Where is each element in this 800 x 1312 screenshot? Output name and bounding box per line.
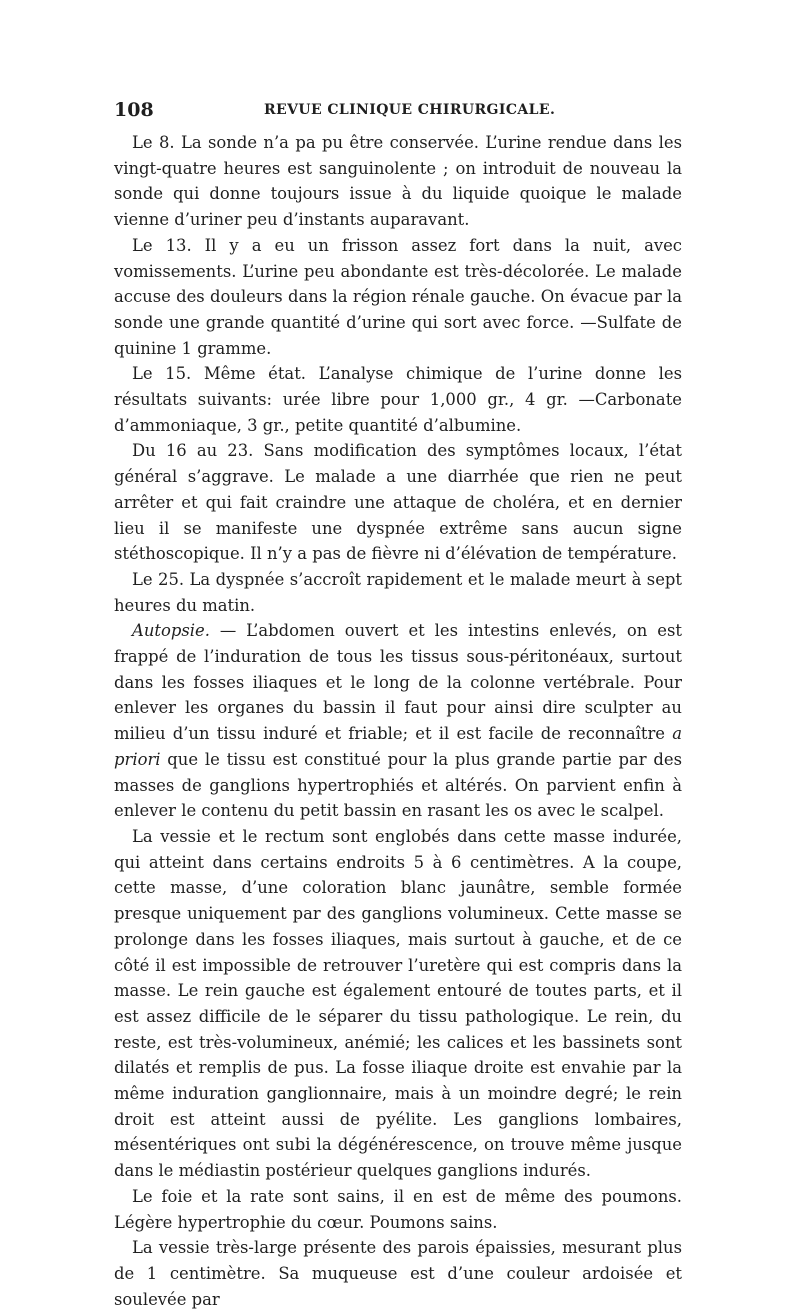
running-head: REVUE CLINIQUE CHIRURGICALE. [264,102,556,118]
page-header [114,99,684,121]
a-priori-italic: a priori [114,724,682,769]
paragraph-autopsy [114,618,682,824]
body-text [114,130,682,1312]
autopsy-label: Autopsie. [132,621,210,641]
paragraph-day-8: Le 8. La sonde n’a pa pu être conservée. L’urine rendue dans les vingt-quatre heures est sanguinolente ; on introduit de nouveau la sonde qui donne toujours issue à du liquide quoique le malade vienne d’uriner peu d’instants auparavant. [114,133,682,230]
autopsy-text-end: que le tissu est constitué pour la plus grande partie par des masses de ganglions hypertrophiés et altérés. On parvient enfin à enlever le contenu du petit bassin en rasant les os avec le scalpel. [114,749,682,821]
paragraph-day-16-23: Du 16 au 23. Sans modification des symptômes locaux, l’état général s’aggrave. Le malade a une diarrhée que rien ne peut arrêter et qui fait craindre une attaque de choléra, et en dernier lieu il se manifeste une dyspnée extrême sans aucun signe stéthoscopique. Il n’y a pas de fièvre ni d’élévation de température. [114,441,682,564]
paragraph-vessie-rectum: La vessie et le rectum sont englobés dans cette masse indurée, qui atteint dans certains endroits 5 à 6 centimètres. A la coupe, cette masse, d’une coloration blanc jaunâtre, semble formée presque uniquement par des ganglions volumineux. Cette masse se prolonge dans les fosses iliaques, mais surtout à gauche, et de ce côté il est impossible de retrouver l’uretère qui est compris dans la masse. Le rein gauche est également entouré de toutes parts, et il est assez difficile de le séparer du tissu pathologique. Le rein, du reste, est très-volumineux, anémié; les calices et les bassinets sont dilatés et remplis de pus. La fosse iliaque droite est envahie par la même induration ganglionnaire, mais à un moindre degré; le rein droit est atteint aussi de pyélite. Les ganglions lombaires, mésentériques ont subi la dégénérescence, on trouve même jusque dans le médiastin postérieur quelques ganglions indurés. [114,826,682,1181]
page-number: 108 [114,99,154,121]
paragraph-vessie-large: La vessie très-large présente des parois épaissies, mesurant plus de 1 centimètre. Sa muqueuse est d’une couleur ardoisée et soulevée par [114,1238,682,1309]
autopsy-text: — L’abdomen ouvert et les intestins enlevés, on est frappé de l’induration de tous les tissus sous-péritonéaux, surtout dans les fosses iliaques et le long de la colonne vertébrale. Pour enlever les organes du bassin il faut pour ainsi dire sculpter au milieu d’un tissu induré et friable; et il est facile de reconnaître [114,621,682,744]
paragraph-day-13: Le 13. Il y a eu un frisson assez fort dans la nuit, avec vomissements. L’urine peu abondante est très-décolorée. Le malade accuse des douleurs dans la région rénale gauche. On évacue par la sonde une grande quantité d’urine qui sort avec force. —Sulfate de quinine 1 gramme. [114,235,682,358]
paragraph-foie-rate: Le foie et la rate sont sains, il en est de même des poumons. Légère hypertrophie du cœur. Poumons sains. [114,1186,682,1232]
paragraph-day-15: Le 15. Même état. L’analyse chimique de l’urine donne les résultats suivants: urée libre pour 1,000 gr., 4 gr. —Carbonate d’ammoniaque, 3 gr., petite quantité d’albumine. [114,364,682,435]
paragraph-day-25: Le 25. La dyspnée s’accroît rapidement et le malade meurt à sept heures du matin. [114,569,682,615]
